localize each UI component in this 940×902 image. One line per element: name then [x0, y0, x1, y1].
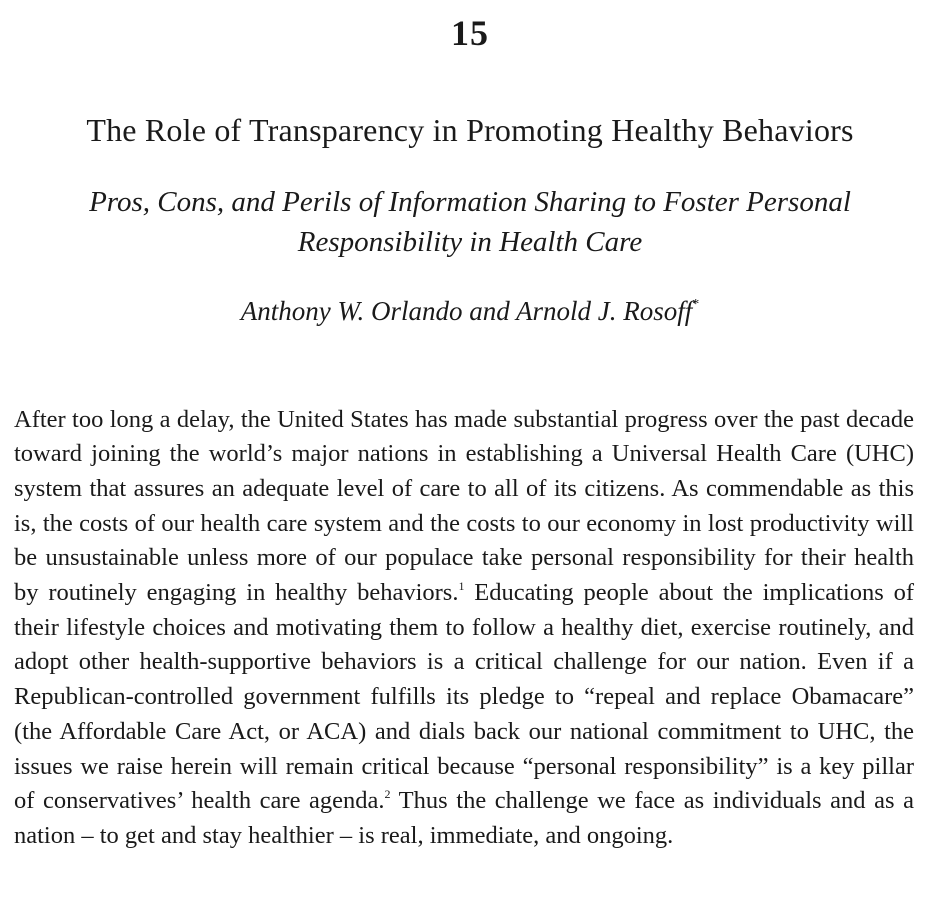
body-paragraph	[14, 403, 914, 854]
author-names: Anthony W. Orlando and Arnold J. Rosoff	[240, 296, 693, 326]
chapter-subtitle: Pros, Cons, and Perils of Information Sharing to Foster Personal Responsibility in Health Care	[89, 186, 851, 258]
author-note-marker: *	[692, 297, 700, 312]
footnote-marker-1: 1	[458, 579, 465, 594]
author-line	[0, 296, 940, 327]
body-text-part-2: Educating people about the implications of their lifestyle choices and motivating them to follow a healthy diet, exercise routinely, and adopt other health-supportive behaviors is a critical challenge for our nation. Even if a Republican-controlled government fulfills its pledge to “repeal and replace Obamacare” (the Affordable Care Act, or ACA) and dials back our national commitment to UHC, the issues we raise herein will remain critical because “personal responsibility” is a key pillar of conservatives’ health care agenda.	[14, 579, 914, 815]
chapter-number: 15	[451, 13, 489, 53]
chapter-title: The Role of Transparency in Promoting Healthy Behaviors	[86, 112, 854, 148]
footnote-marker-2: 2	[384, 787, 391, 802]
body-text-part-1: After too long a delay, the United States has made substantial progress over the past decade toward joining the world’s major nations in establishing a Universal Health Care (UHC) system that assures an adequate level of care to all of its citizens. As commendable as this is, the costs of our health care system and the costs to our economy in lost productivity will be unsustainable unless more of our populace take personal responsibility for their health by routinely engaging in healthy behaviors.	[14, 405, 914, 607]
body-text-part-3: Thus the challenge we face as individuals and as a nation – to get and stay healthier – is real, immediate, and ongoing.	[14, 787, 914, 849]
